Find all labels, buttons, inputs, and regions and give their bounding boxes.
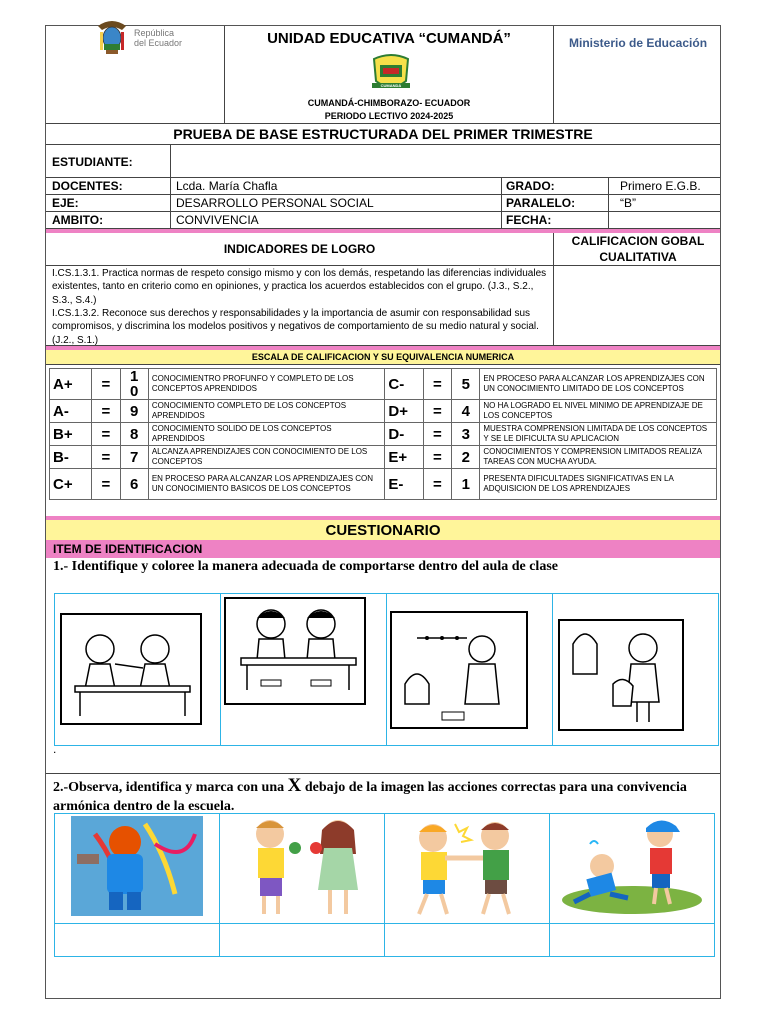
q1-image-cell-2[interactable] — [221, 594, 387, 746]
scale-grade-left: A+ — [50, 369, 92, 400]
scale-description-left: EN PROCESO PARA ALCANZAR LOS APRENDIZAJES CON UN CONOCIMIENTO BASICOS DE LOS CONCEPTOS — [148, 469, 385, 500]
exam-sheet — [45, 25, 721, 999]
scale-description-right: PRESENTA DIFICULTADES SIGNIFICATIVAS EN LA ADQUISICION DE LOS APRENDIZAJES — [480, 469, 717, 500]
grading-scale-table — [49, 368, 717, 500]
question-2-images — [54, 813, 715, 957]
indicator-1: I.CS.1.3.1. Practica normas de respeto consigo mismo y con los demás, respetando las diferencias individuales existentes, tanto en criterio como en opiniones, y practica los acuerdos establecidos con el grupo. (J.3., S.2., S.3., S.4.) — [52, 268, 547, 306]
scale-grade-right: D- — [385, 423, 423, 446]
school-logo-text: CUMANDÁ — [380, 83, 402, 88]
question-2 — [53, 776, 713, 816]
scale-grade-left: A- — [50, 400, 92, 423]
scale-equals-left: = — [92, 469, 120, 500]
questionnaire-title: CUESTIONARIO — [46, 520, 720, 540]
qualitative-grade-field[interactable] — [554, 266, 720, 346]
scale-description-left: CONOCIMIENTO COMPLETO DE LOS CONCEPTOS APRENDIDOS — [148, 400, 385, 423]
indicators-box — [46, 233, 720, 346]
scale-grade-left: B+ — [50, 423, 92, 446]
date-field[interactable] — [610, 212, 718, 228]
scale-description-right: MUESTRA COMPRENSION LIMITADA DE LOS CONCEPTOS Y SE LE DIFICULTA SU APLICACION — [480, 423, 717, 446]
children-fighting-image — [385, 814, 549, 918]
indicators-heading: INDICADORES DE LOGRO — [223, 242, 376, 256]
scale-grade-right: C- — [385, 369, 423, 400]
scale-equals-left: = — [92, 423, 120, 446]
scale-value-left: 6 — [120, 469, 148, 500]
scale-equals-right: = — [423, 369, 451, 400]
children-sitting-quietly-image — [221, 594, 386, 740]
scale-value-right: 5 — [452, 369, 480, 400]
scale-row — [50, 469, 717, 500]
ecuador-coat-of-arms-icon — [94, 18, 130, 56]
scale-value-left: 1 0 — [120, 369, 148, 400]
parallel-value: “B” — [620, 196, 636, 210]
scale-row — [50, 446, 717, 469]
scale-grade-left: B- — [50, 446, 92, 469]
scale-row — [50, 400, 717, 423]
scale-value-left: 7 — [120, 446, 148, 469]
child-crying-classroom-image — [387, 594, 552, 740]
section-divider — [46, 773, 720, 774]
question-2-text-b: debajo de la imagen las acciones correctas para una convivencia armónica dentro de la escuela. — [53, 780, 687, 814]
children-sharing-lollipop-image — [220, 814, 384, 918]
q2-mark-cell-4[interactable] — [550, 924, 715, 957]
q2-mark-cell-2[interactable] — [220, 924, 385, 957]
q2-image-cell-2 — [220, 814, 385, 924]
q2-image-cell-4 — [550, 814, 715, 924]
scale-value-right: 2 — [452, 446, 480, 469]
child-with-backpack-image — [553, 594, 718, 740]
child-hurt-on-grass-image — [550, 814, 714, 918]
ecuador-logo-line1: República — [134, 28, 175, 38]
child-painting-wall-image — [55, 814, 219, 918]
axis-value: DESARROLLO PERSONAL SOCIAL — [176, 196, 374, 210]
scale-grade-right: E+ — [385, 446, 423, 469]
scale-value-left: 8 — [120, 423, 148, 446]
scale-equals-right: = — [423, 469, 451, 500]
grade-value: Primero E.G.B. — [620, 179, 701, 193]
question-2-text-a: 2.-Observa, identifica y marca con una — [53, 780, 288, 795]
scale-description-left: CONOCIMIENTRO PROFUNFO Y COMPLETO DE LOS CONCEPTOS APRENDIDOS — [148, 369, 385, 400]
scale-description-left: CONOCIMIENTO SOLIDO DE LOS CONCEPTOS APRENDIDOS — [148, 423, 385, 446]
scale-description-right: CONOCIMIENTOS Y COMPRENSION LIMITADOS REALIZA TAREAS CON MUCHA AYUDA. — [480, 446, 717, 469]
question-2-x: X — [287, 775, 302, 796]
ministry-logo-text: Ministerio de Educación — [569, 36, 708, 50]
header-divider-right — [553, 26, 554, 124]
info-col-line-3 — [608, 178, 609, 229]
grade-label: GRADO: — [506, 179, 555, 193]
student-divider — [170, 145, 171, 178]
q1-image-cell-3[interactable] — [387, 594, 553, 746]
scope-value: CONVIVENCIA — [176, 213, 259, 227]
scale-value-right: 4 — [452, 400, 480, 423]
scale-description-left: ALCANZA APRENDIZAJES CON CONOCIMIENTO DE LOS CONCEPTOS — [148, 446, 385, 469]
exam-title: PRUEBA DE BASE ESTRUCTURADA DEL PRIMER TRIMESTRE — [46, 124, 720, 145]
q1-image-cell-4[interactable] — [553, 594, 719, 746]
scale-equals-right: = — [423, 423, 451, 446]
indicator-2: I.CS.1.3.2. Reconoce sus derechos y responsabilidades y la importancia de asumir con responsabilidad sus compromisos, y discrimina los modelos positivos y negativos de comportamiento de su medio natural y social. (J.2., S.1.) — [52, 308, 539, 346]
scale-title: ESCALA DE CALIFICACION Y SU EQUIVALENCIA NUMERICA — [46, 350, 720, 365]
scale-description-right: NO HA LOGRADO EL NIVEL MINIMO DE APRENDIZAJE DE LOS CONCEPTOS — [480, 400, 717, 423]
info-col-line-2 — [501, 178, 502, 229]
scale-equals-left: = — [92, 446, 120, 469]
ecuador-logo — [94, 18, 204, 58]
teachers-value: Lcda. María Chafla — [176, 179, 278, 193]
ecuador-logo-line2: del Ecuador — [134, 38, 183, 48]
school-period: PERIODO LECTIVO 2024-2025 — [324, 110, 454, 121]
scale-grade-right: D+ — [385, 400, 423, 423]
teachers-label: DOCENTES: — [52, 179, 123, 193]
q2-image-cell-3 — [385, 814, 550, 924]
scale-equals-right: = — [423, 446, 451, 469]
question-1: 1.- Identifique y coloree la manera adecuada de comportarse dentro del aula de clase — [53, 559, 558, 574]
date-label: FECHA: — [506, 213, 552, 227]
q2-mark-cell-3[interactable] — [385, 924, 550, 957]
scale-equals-left: = — [92, 369, 120, 400]
axis-label: EJE: — [52, 196, 79, 210]
parallel-label: PARALELO: — [506, 196, 576, 210]
q2-image-cell-1 — [55, 814, 220, 924]
school-location: CUMANDÁ-CHIMBORAZO- ECUADOR — [307, 97, 471, 108]
scale-row — [50, 423, 717, 446]
scale-value-left: 9 — [120, 400, 148, 423]
scale-equals-left: = — [92, 400, 120, 423]
question-1-images — [54, 593, 719, 746]
section-heading: ITEM DE IDENTIFICACION — [46, 540, 720, 558]
student-label: ESTUDIANTE: — [52, 154, 133, 169]
info-col-line-1 — [170, 178, 171, 229]
qualitative-grade-heading: CALIFICACION GOBAL CUALITATIVA — [571, 234, 705, 264]
info-grid — [46, 178, 720, 229]
scale-grade-right: E- — [385, 469, 423, 500]
scale-value-right: 3 — [452, 423, 480, 446]
scale-grade-left: C+ — [50, 469, 92, 500]
school-name: UNIDAD EDUCATIVA “CUMANDÁ” — [267, 29, 511, 47]
scale-equals-right: = — [423, 400, 451, 423]
scale-value-right: 1 — [452, 469, 480, 500]
student-row — [46, 145, 720, 178]
children-arguing-at-desk-image — [55, 594, 220, 740]
scale-description-right: EN PROCESO PARA ALCANZAR LOS APRENDIZAJES CON UN CONOCIMIENTO LIMITADO DE LOS CONCEPTOS — [480, 369, 717, 400]
q1-image-cell-1[interactable] — [55, 594, 221, 746]
q2-mark-cell-1[interactable] — [55, 924, 220, 957]
student-field[interactable] — [172, 145, 718, 178]
stray-dot: . — [53, 742, 57, 756]
school-logo — [366, 53, 416, 93]
scope-label: AMBITO: — [52, 213, 104, 227]
scale-row — [50, 369, 717, 400]
